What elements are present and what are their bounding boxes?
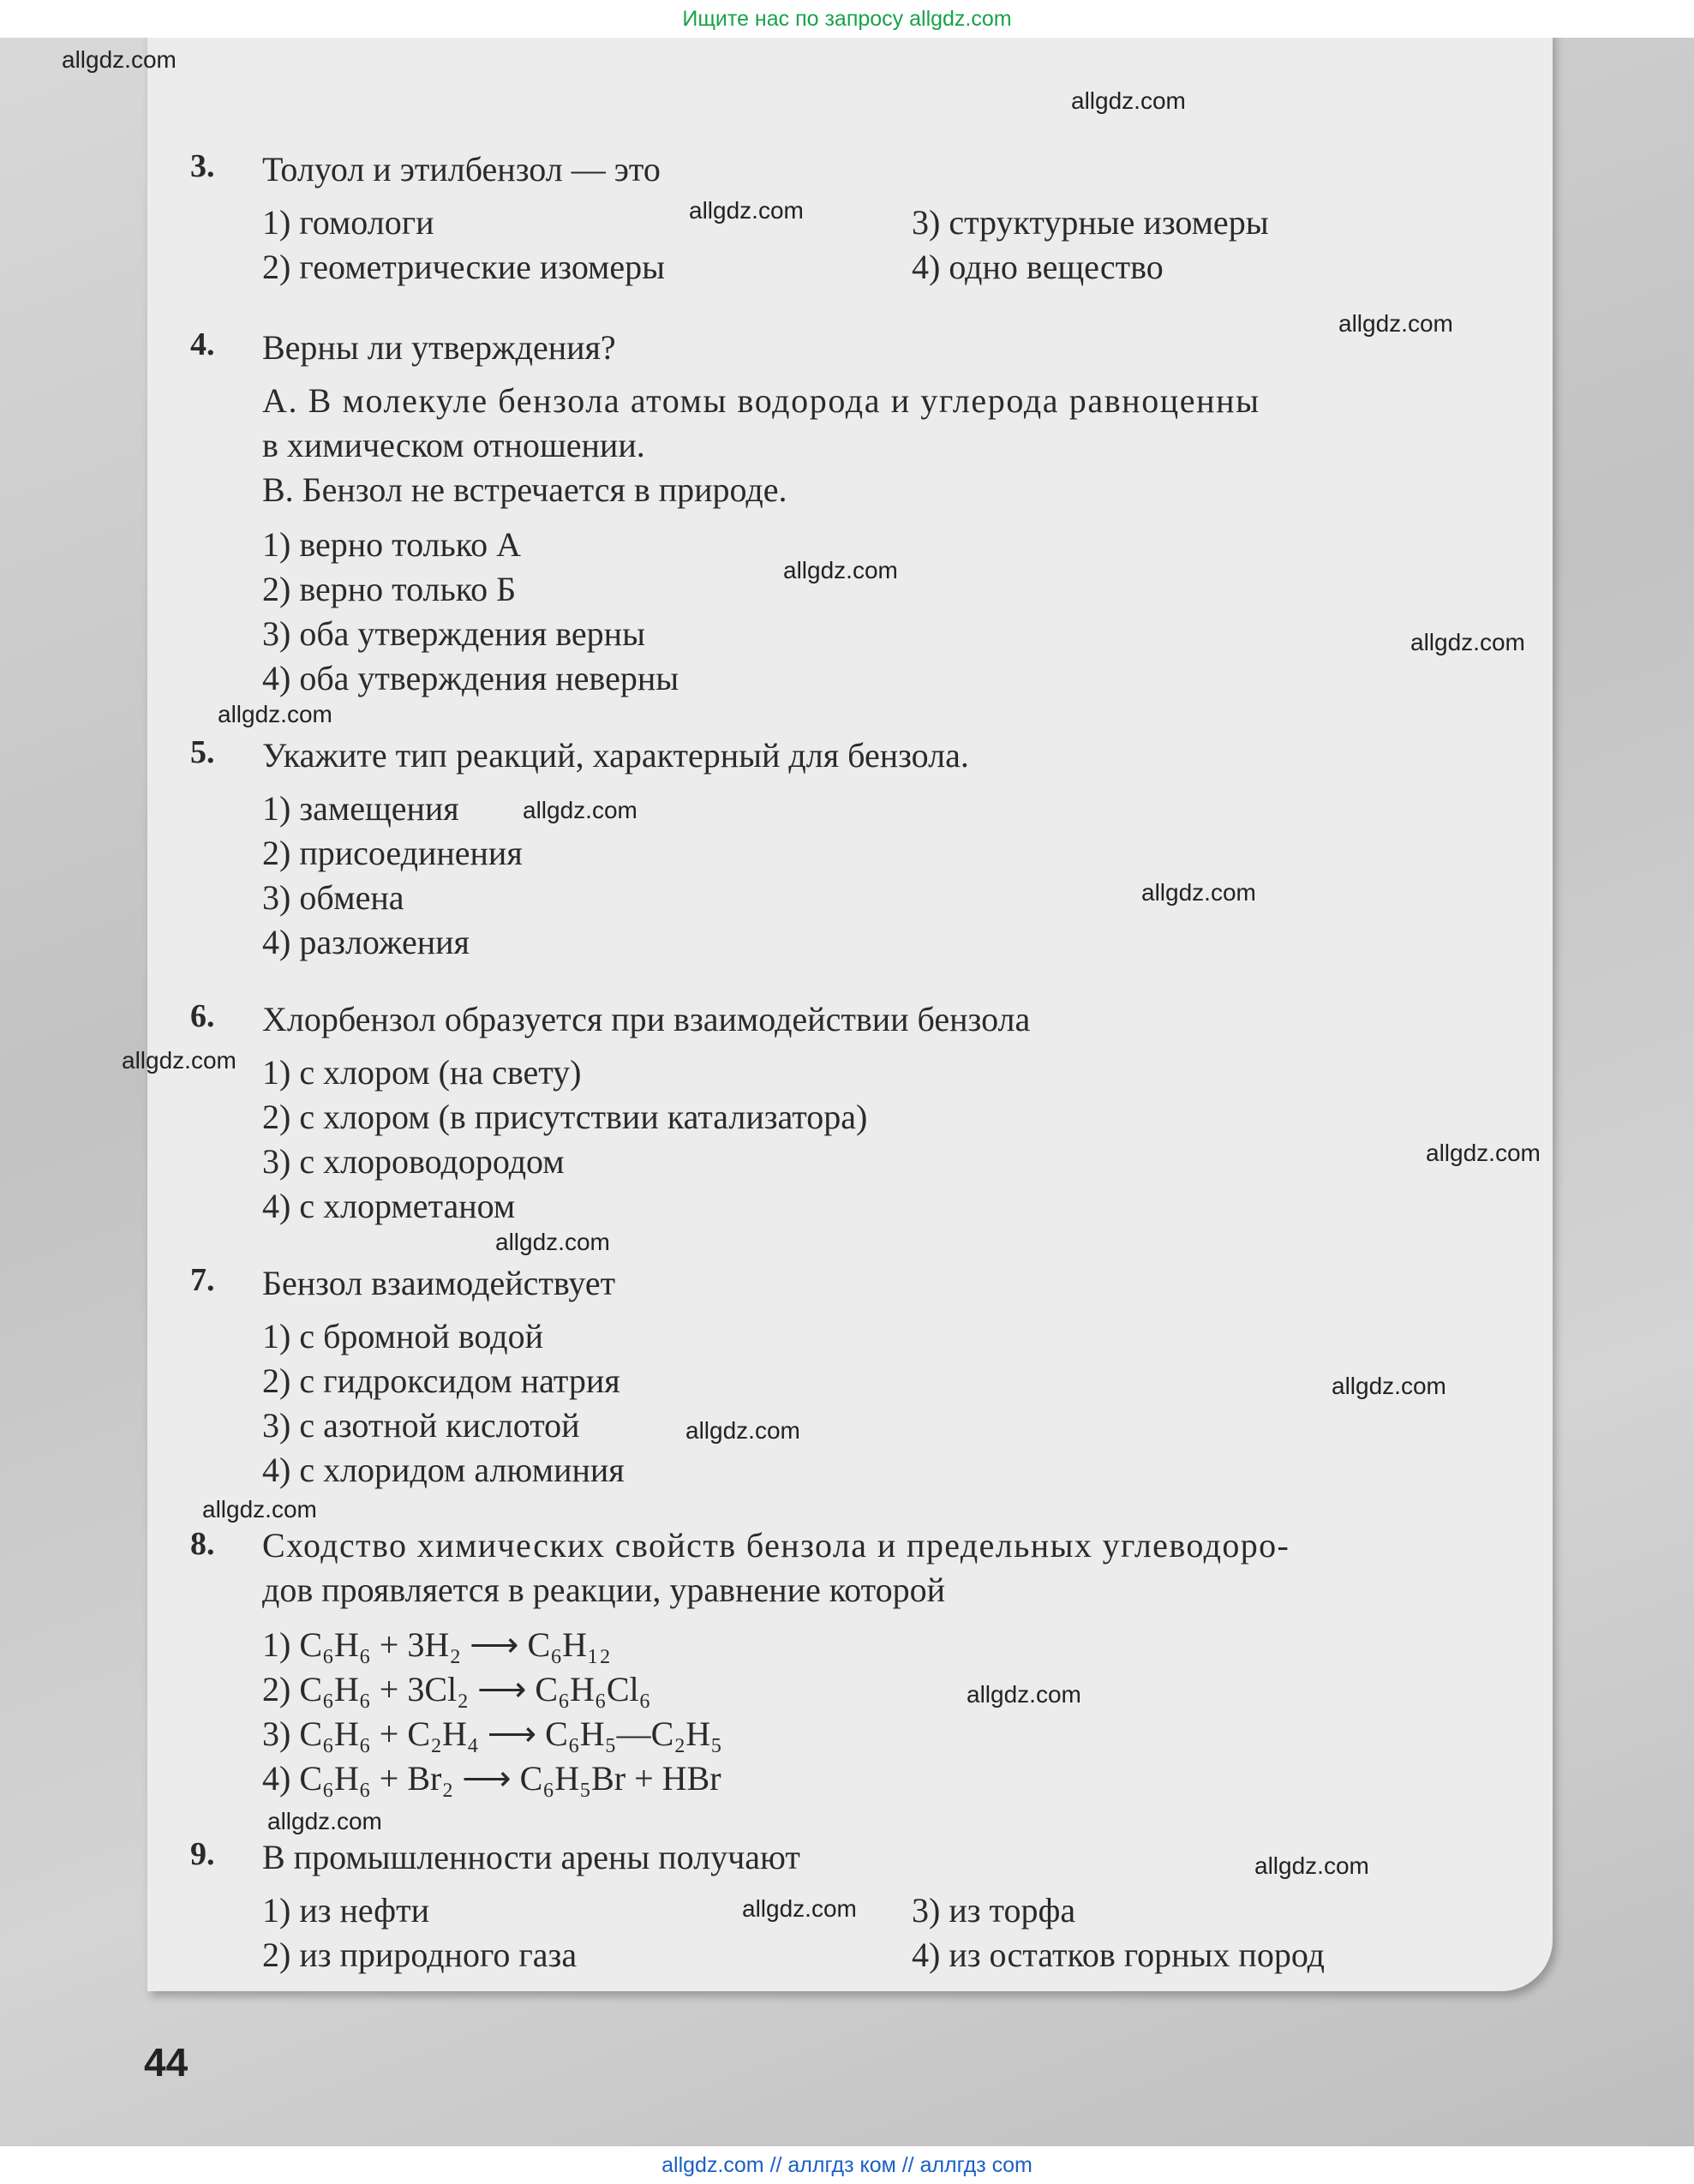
question-number: 7. bbox=[190, 1262, 215, 1298]
equation-1: 1) C₆H₆ + 3H₂ ⟶ C₆H₁₂ bbox=[262, 1625, 611, 1664]
watermark: allgdz.com bbox=[1426, 1140, 1541, 1166]
option-3: 3) из торфа bbox=[912, 1891, 1076, 1930]
option-2: 2) из природного газа bbox=[262, 1936, 578, 1974]
question-text-line2: дов проявляется в реакции, уравнение которой bbox=[262, 1571, 946, 1609]
watermark: allgdz.com bbox=[1410, 629, 1525, 655]
watermark: allgdz.com bbox=[967, 1681, 1081, 1708]
question-number: 9. bbox=[190, 1836, 215, 1872]
watermark: allgdz.com bbox=[1338, 310, 1453, 337]
statement-a-line1: А. В молекуле бензола атомы водорода и углерода равноценны bbox=[262, 381, 1260, 420]
equation-2: 2) C₆H₆ + 3Cl₂ ⟶ C₆H₆Cl₆ bbox=[262, 1670, 651, 1708]
option-1: 1) верно только А bbox=[262, 525, 522, 564]
watermark: allgdz.com bbox=[62, 46, 177, 73]
question-text: Толуол и этилбензол — это bbox=[262, 150, 661, 188]
question-text: В промышленности арены получают bbox=[262, 1838, 800, 1876]
option-4: 4) разложения bbox=[262, 923, 470, 961]
option-2: 2) геометрические изомеры bbox=[262, 248, 665, 286]
equation-4: 4) C₆H₆ + Br₂ ⟶ C₆H₅Br + HBr bbox=[262, 1759, 721, 1798]
question-text: Бензол взаимодействует bbox=[262, 1264, 616, 1302]
watermark: allgdz.com bbox=[523, 797, 637, 823]
option-3: 3) структурные изомеры bbox=[912, 203, 1269, 242]
option-2: 2) присоединения bbox=[262, 834, 523, 872]
option-1: 1) с хлором (на свету) bbox=[262, 1053, 582, 1092]
page-number: 44 bbox=[144, 2040, 189, 2085]
watermark: allgdz.com bbox=[742, 1895, 857, 1922]
statement-b: В. Бензол не встречается в природе. bbox=[262, 470, 787, 509]
option-4: 4) оба утверждения неверны bbox=[262, 659, 679, 697]
watermark: allgdz.com bbox=[685, 1417, 800, 1444]
watermark: allgdz.com bbox=[202, 1496, 317, 1523]
equation-3: 3) C₆H₆ + C₂H₄ ⟶ C₆H₅—C₂H₅ bbox=[262, 1714, 723, 1753]
question-text: Укажите тип реакций, характерный для бензола. bbox=[262, 736, 969, 775]
option-3: 3) оба утверждения верны bbox=[262, 614, 645, 653]
option-3: 3) с азотной кислотой bbox=[262, 1406, 580, 1445]
question-number: 8. bbox=[190, 1526, 215, 1562]
option-4: 4) одно вещество bbox=[912, 248, 1164, 286]
option-2: 2) с гидроксидом натрия bbox=[262, 1361, 620, 1400]
option-2: 2) верно только Б bbox=[262, 570, 517, 608]
option-4: 4) с хлорметаном bbox=[262, 1187, 516, 1225]
watermark: allgdz.com bbox=[689, 197, 804, 224]
question-text: Верны ли утверждения? bbox=[262, 328, 616, 367]
question-text: Хлорбензол образуется при взаимодействии бензола bbox=[262, 1000, 1031, 1038]
question-number: 6. bbox=[190, 998, 215, 1034]
option-1: 1) замещения bbox=[262, 789, 459, 828]
question-number: 3. bbox=[190, 148, 215, 184]
option-1: 1) с бромной водой bbox=[262, 1317, 544, 1355]
watermark: allgdz.com bbox=[122, 1047, 236, 1074]
bottom-banner[interactable]: allgdz.com // аллгдз ком // аллгдз com bbox=[0, 2146, 1694, 2184]
option-4: 4) из остатков горных пород bbox=[912, 1936, 1326, 1974]
option-2: 2) с хлором (в присутствии катализатора) bbox=[262, 1098, 868, 1136]
option-4: 4) с хлоридом алюминия bbox=[262, 1451, 625, 1489]
option-1: 1) из нефти bbox=[262, 1891, 429, 1930]
watermark: allgdz.com bbox=[1141, 879, 1256, 906]
watermark: allgdz.com bbox=[267, 1808, 382, 1834]
option-3: 3) с хлороводородом bbox=[262, 1142, 565, 1181]
question-text-line1: Сходство химических свойств бензола и предельных углеводоро- bbox=[262, 1526, 1290, 1565]
statement-a-line2: в химическом отношении. bbox=[262, 426, 645, 464]
watermark: allgdz.com bbox=[1254, 1852, 1369, 1879]
watermark: allgdz.com bbox=[1332, 1373, 1446, 1399]
option-3: 3) обмена bbox=[262, 878, 404, 917]
question-number: 5. bbox=[190, 734, 215, 770]
option-1: 1) гомологи bbox=[262, 203, 434, 242]
watermark: allgdz.com bbox=[218, 701, 332, 727]
question-number: 4. bbox=[190, 326, 215, 362]
watermark: allgdz.com bbox=[783, 557, 898, 583]
top-banner[interactable]: Ищите нас по запросу allgdz.com bbox=[0, 0, 1694, 38]
watermark: allgdz.com bbox=[495, 1229, 610, 1255]
watermark: allgdz.com bbox=[1071, 87, 1186, 114]
